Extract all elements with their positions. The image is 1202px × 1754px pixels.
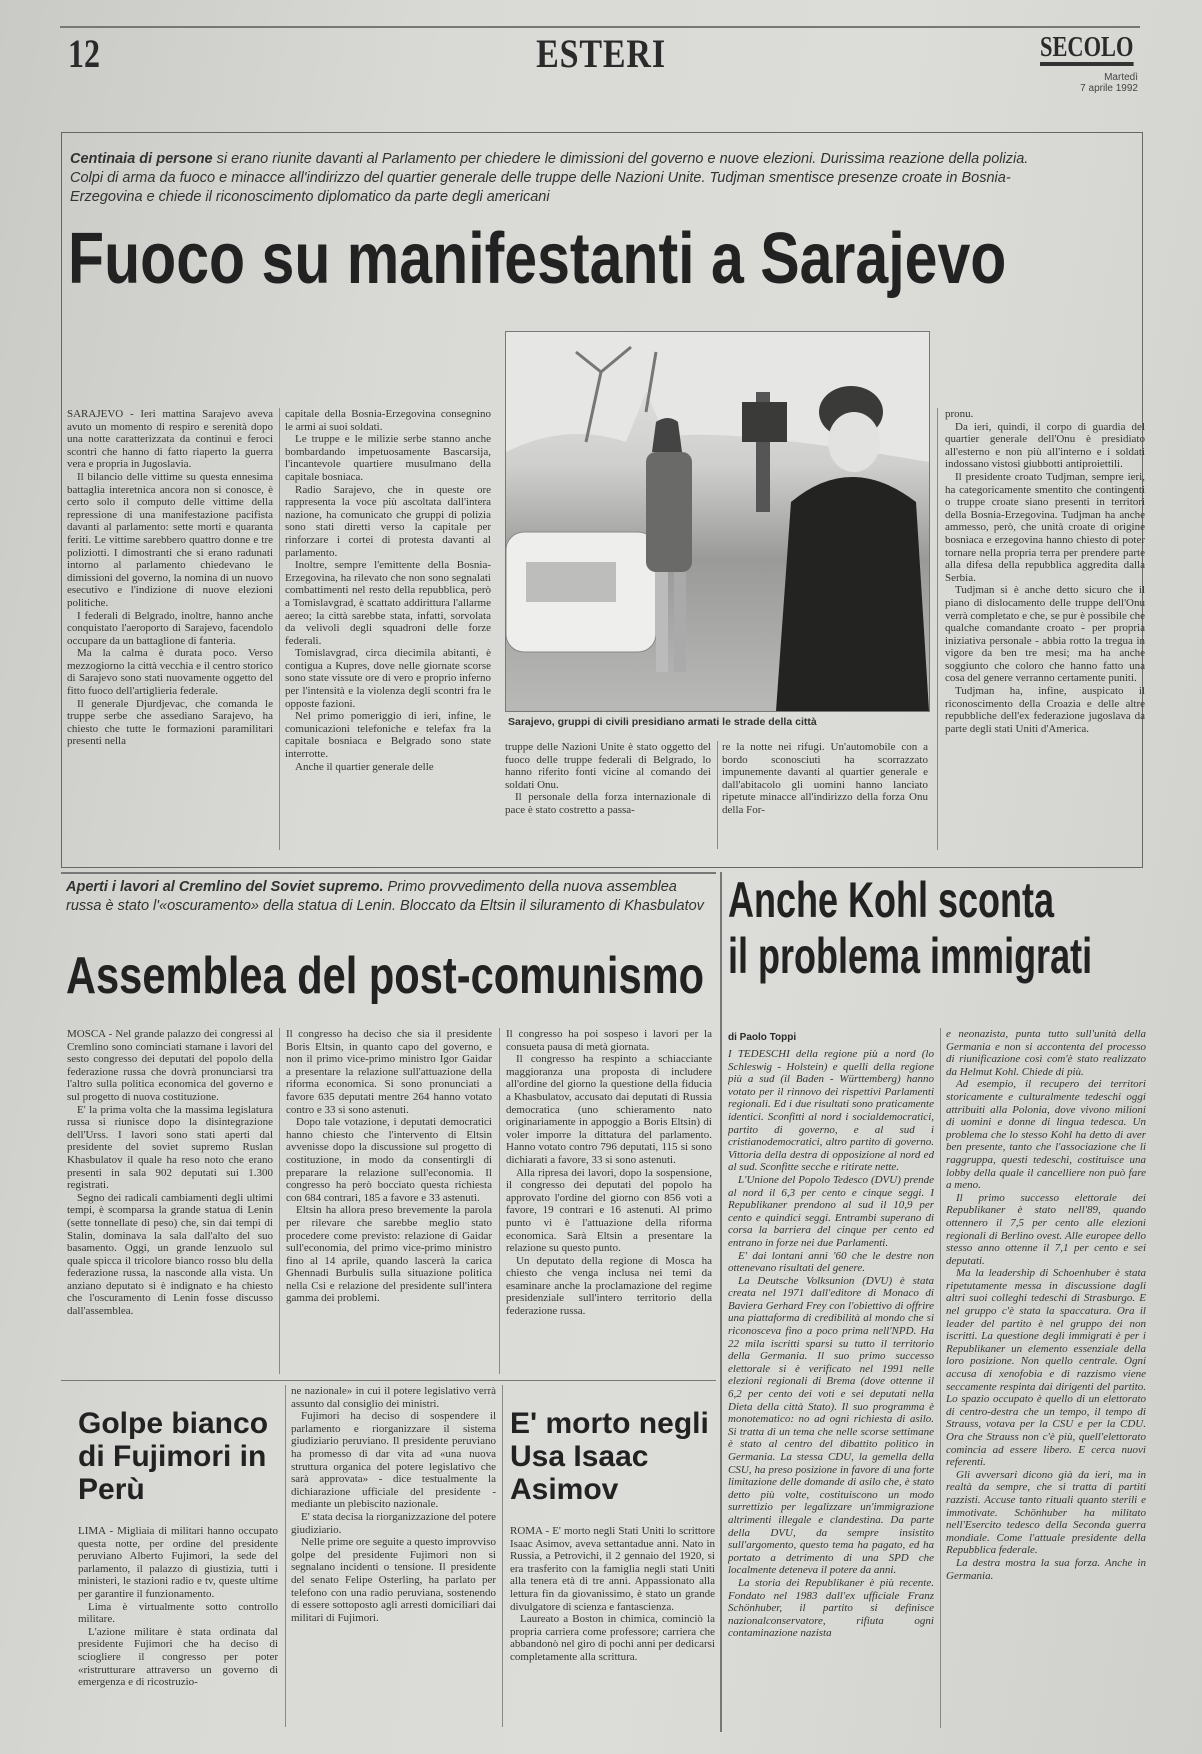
paragraph: Il personale della forza internazionale di pace è stato costretto a passa- xyxy=(505,791,711,816)
paragraph: Laureato a Boston in chimica, cominciò la propria carriera come professore; carriera che abbandonò nel giro di pochi anni per dedicarsi completamente alla scrittura. xyxy=(510,1613,715,1663)
paragraph: Tomislavgrad, circa diecimila abitanti, è contigua a Kupres, dove nelle giornate scorse sono state vissute ore di vero e proprio inferno per l'intensità e la violenza degli scontri fra le opposte fazioni. xyxy=(285,647,491,710)
paragraph: E' la prima volta che la massima legislatura russa si riunisce dopo la disintegrazione dell'Urss. I lavori sono stati aperti dal presidente del soviet supremo Ruslan Khasbulatov il quale ha reso noto che erano presenti in sala 902 deputati sui 1.300 registrati. xyxy=(67,1103,273,1192)
paragraph: Segno dei radicali cambiamenti degli ultimi tempi, è scomparsa la grande statua di Lenin (sette tonnellate di peso) che, sin dai tempi di Stalin, dominava la sala dall'alto del suo basamento. Oggi, un grande lenzuolo sul quale spicca il tricolore bianco rosso blu della federazione russa, la nasconde alla vista. Un anziano deputato si è indignato e ha chiesto che l'oscuramento di Lenin fosse discusso dall'assemblea. xyxy=(67,1191,273,1318)
column-divider xyxy=(937,408,938,850)
top-rule xyxy=(60,26,1140,28)
mosca-deck-lead: Aperti i lavori al Cremlino del Soviet supremo. xyxy=(66,879,384,895)
paragraph: Lima è virtualmente sotto controllo militare. xyxy=(78,1600,278,1626)
paragraph: Tudjman si è anche detto sicuro che il piano di dislocamento delle truppe dell'Onu verrà completato e che, se pur è possibile che qualche comandante croato - per propria iniziativa personale - abbia rotto la tregua in vigore da ben tre mesi; ma ha anche soggiunto che coloro che hanno fatto una cosa del genere verranno certamente puniti. xyxy=(945,584,1145,685)
kohl-headline xyxy=(728,872,1092,984)
paragraph: Eltsin ha allora preso brevemente la parola per rilevare che sarebbe meglio stato procedere come previsto: relazione di Gaidar sull'economia, del primo vice-primo ministro fino al 14 aprile, quando lascerà la carica Ghennadi Burbulis sulla situazione politica nella Csi e relazione del presidente sull'intera gamma dei problemi. xyxy=(286,1204,492,1305)
paragraph: Il congresso ha respinto a schiacciante maggioranza una proposta di includere all'ordine del giorno la questione della fiducia a Khasbulatov, accusato dai deputati di Russia democratica (uno schieramento nato originariamente in appoggio a Boris Eltsin) di voler imporre la dittatura del parlamento. Hanno votato contro 796 deputati, 115 si sono dichiarati a favore, 33 si sono astenuti. xyxy=(506,1053,712,1166)
fujimori-column-1 xyxy=(78,1525,278,1727)
sarajevo-deck-lead: Centinaia di persone xyxy=(70,151,213,167)
dateline-day: Martedì xyxy=(1104,72,1138,83)
paragraph: Radio Sarajevo, che in queste ore rappresenta la voce più ascoltata dall'intera nazione, ha comunicato che gruppi di polizia sono stati diretti verso la capitale per rinforzare i cortei di protesta davanti al parlamento. xyxy=(285,483,491,559)
paragraph: La Deutsche Volksunion (DVU) è stata creata nel 1971 dall'editore di Monaco di Baviera Gerhard Frey con l'obiettivo di offrire una piattaforma di credibilità al mondo che si riconosceva fino a poco prima nell'NPD. Ha 22 mila iscritti sparsi su tutto il territorio della Germania. Il suo primo successo elettorale si è verificato nel 1991 nelle elezioni regionali di Brema (dove ottenne il 6,2 per cento dei voti e sei deputati nella Dieta della città Stato). Il suo programma è monotematico: no ad ogni richiesta di asilo. Si tratta di un tema che nelle scorse settimane è stato al centro del dibattito politico in Germania. La stessa CDU, la gemella della CSU, ha preso posizione in favore di una forte limitazione delle domande di asilo che, è stato detto più volte, costituiscono un modo surrettizio per legalizzare un'immigrazione altrimenti illegale e clandestina. Da parte della DVU, da sempre insistito sull'argomento, questo tema ha pagato, ed ha portato a detrimento di una SPD che localmente deteneva il potere da anni. xyxy=(728,1274,934,1577)
paragraph: re la notte nei rifugi. Un'automobile con a bordo sconosciuti ha scorrazzato impunemente davanti al quartier generale e dall'abitacolo gli uomini hanno lanciato ripetute minacce all'indirizzo della forza Onu della For- xyxy=(722,741,928,816)
paragraph: La destra mostra la sua forza. Anche in Germania. xyxy=(946,1556,1146,1582)
paragraph: ne nazionale» in cui il potere legislativo verrà assunto dal consiglio dei ministri. xyxy=(291,1385,496,1410)
asimov-column-1 xyxy=(510,1525,715,1727)
photo-image xyxy=(506,332,929,711)
paragraph: Nelle prime ore seguite a questo improvviso golpe del presidente Fujimori non si segnalano incidenti o tensione. Il presidente del senato Felipe Osterling, ha parlato per telefono con una radio peruviana, sostenendo di essere sottoposto agli arresti domiciliari dai militari di Fujimori. xyxy=(291,1536,496,1624)
paragraph: Alla ripresa dei lavori, dopo la sospensione, il congresso dei deputati del popolo ha approvato l'ordine del giorno con 856 voti a favore, 19 contrari e 16 astenuti. Al primo punto vi è l'attuazione della riforma economica. Sarà Eltsin a presentare la relazione su questo punto. xyxy=(506,1166,712,1255)
paragraph: Il presidente croato Tudjman, sempre ieri, ha categoricamente smentito che contingenti o truppe croate siano presenti in territori della Bosnia-Erzegovina. Tudjman ha anche ammesso, però, che unità croate di origine bosniaca e erzegovina hanno chiesto di poter tornare nella propria terra per prendere parte alla difesa della repubblica aggredita dalla Serbia. xyxy=(945,470,1145,584)
paragraph: E' dai lontani anni '60 che le destre non ottenevano risultati del genere. xyxy=(728,1249,934,1275)
paragraph: Ma la calma è durata poco. Verso mezzogiorno la città vecchia e il centro storico di Sarajevo sono stati nuovamente oggetto del fitto fuoco dell'artiglieria federale. xyxy=(67,647,273,698)
paragraph: Nel primo pomeriggio di ieri, infine, le comunicazioni telefoniche e telefax fra la capitale bosniaca e Belgrado sono state interrotte. xyxy=(285,710,491,761)
paragraph: ROMA - E' morto negli Stati Uniti lo scrittore Isaac Asimov, aveva settantadue anni. Nato in Russia, a Petrovichi, il 2 gennaio del 1920, si era trasferito con la famiglia negli stati Uniti alla tenera età di tre anni. Appassionato alla lettura fin da giovanissimo, è stato un grande divulgatore di scienza e fantascienza. xyxy=(510,1525,715,1613)
kohl-headline-line-2: il problema immigrati xyxy=(728,928,1093,984)
sarajevo-headline: Fuoco su manifestanti a Sarajevo xyxy=(68,219,1007,299)
paragraph: Il congresso ha poi sospeso i lavori per la consueta pausa di metà giornata. xyxy=(506,1028,712,1053)
paragraph: I federali di Belgrado, inoltre, hanno anche conquistato l'aeroporto di Sarajevo, facendolo occupare da un battaglione di fanteria. xyxy=(67,609,273,647)
paragraph: Da ieri, quindi, il corpo di guardia del quartier generale dell'Onu è presidiato all'esterno e non più all'interno e i soldati indossano vistosi giubbotti antiproiettili. xyxy=(945,420,1145,471)
paragraph: truppe delle Nazioni Unite è stato oggetto del fuoco delle truppe federali di Belgrado, lo hanno riferito fonti vicine al comando dei soldati Onu. xyxy=(505,741,711,791)
paragraph: L'azione militare è stata ordinata dal presidente Fujimori che ha deciso di sciogliere il congresso per poter «ristrutturare attraverso un governo di emergenza e di ricostruzio- xyxy=(78,1625,278,1689)
mosca-headline: Assemblea del post-comunismo xyxy=(66,947,705,1005)
page-number: 12 xyxy=(68,31,100,76)
column-divider xyxy=(279,1028,280,1374)
paragraph: Fujimori ha deciso di sospendere il parlamento e riorganizzare il sistema giudiziario peruviano. Il presidente peruviano ha promesso di dar vita ad «una nuova struttura organica del potere legislativo che sarà approvata» - dice testualmente la dichiarazione ufficiale del presidente - mediante un plebiscito nazionale. xyxy=(291,1410,496,1511)
kohl-column-1 xyxy=(728,1048,934,1728)
paragraph: Anche il quartier generale delle xyxy=(295,760,434,773)
paragraph: Inoltre, sempre l'emittente della Bosnia-Erzegovina, ha rilevato che non sono segnalati combattimenti nel resto della repubblica, però a Tomislavgrad, è scattato addirittura l'allarme aereo; la città sarebbe stata, infatti, sorvolata da velivoli degli squadroni delle forze federali. xyxy=(285,559,491,647)
paragraph: Ad esempio, il recupero dei territori storicamente e culturalmente tedeschi oggi attribuiti alla Polonia, dove vivono milioni di uomini e donne di lingua tedesca. Un problema che lo stesso Kohl ha detto di aver ben presente, tanto che l'associazione che li raggruppa, questi tedeschi, costituisce una lobby della quale il cancelliere non può fare a meno. xyxy=(946,1078,1146,1192)
kohl-byline: di Paolo Toppi xyxy=(728,1032,797,1043)
paragraph: Dopo tale votazione, i deputati democratici hanno chiesto che l'intervento di Eltsin avvenisse dopo la discussione sul progetto di costituzione, in modo da consentirgli di preparare la relazione sull'economia. Il congresso ha però bocciato questa richiesta con 684 contrari, 185 a favore e 33 astenuti. xyxy=(286,1116,492,1204)
paragraph: Gli avversari dicono già da ieri, ma in realtà da sempre, che si tratta di partiti razzisti. Accuse tanto rituali quanto sterili e immotivate. Schönhuber ha militato nell'Esercito tedesco della Seconda guerra mondiale. Come l'attuale presidente della Repubblica federale. xyxy=(946,1468,1146,1557)
column-divider xyxy=(720,872,722,1732)
sarajevo-deck xyxy=(70,150,1030,207)
dateline-date: 7 aprile 1992 xyxy=(1080,83,1138,94)
mosca-column-1 xyxy=(67,1028,273,1378)
column-divider xyxy=(717,741,718,849)
paragraph: LIMA - Migliaia di militari hanno occupato questa notte, per ordine del presidente peruviano Alberto Fujimori, la sede del parlamento, il palazzo di giustizia, tutti i ministeri, le stazioni radio e tv, queste ultime per garantire il funzionamento. xyxy=(78,1525,278,1600)
paragraph: pronu. xyxy=(945,408,974,420)
fujimori-column-2 xyxy=(291,1385,496,1727)
section-rule xyxy=(61,1380,716,1381)
paragraph: E' stata decisa la riorganizzazione del potere giudiziario. xyxy=(291,1510,496,1536)
fujimori-headline: Golpe bianco di Fujimori in Perù xyxy=(78,1407,269,1506)
paragraph: Le truppe e le milizie serbe stanno anche bombardando impetuosamente Bascarsija, l'incantevole quartiere musulmano della capitale bosniaca. xyxy=(285,433,491,483)
column-divider xyxy=(940,1028,941,1728)
section-title: ESTERI xyxy=(536,31,666,76)
photo-caption: Sarajevo, gruppi di civili presidiano armati le strade della città xyxy=(508,716,817,728)
column-divider xyxy=(279,408,280,850)
paragraph: Un deputato della regione di Mosca ha chiesto che venga inclusa nei temi da esaminare anche la proclamazione del regime presidenziale sull'intero territorio della federazione russa. xyxy=(506,1254,712,1318)
column-divider xyxy=(502,1385,503,1727)
kohl-headline-line-1: Anche Kohl sconta xyxy=(728,872,1055,928)
column-divider xyxy=(285,1385,286,1727)
paragraph: SARAJEVO - Ieri mattina Sarajevo aveva avuto un momento di respiro e serenità dopo una notte caratterizzata da continui e feroci scontri che hanno di fatto riaperto la guerra vera e propria in Jugoslavia. xyxy=(67,408,273,471)
sarajevo-column-1 xyxy=(67,408,273,850)
dateline xyxy=(1040,72,1138,94)
sarajevo-column-2 xyxy=(285,408,491,850)
paragraph: Il congresso ha deciso che sia il presidente Boris Eltsin, in quanto capo del governo, e non il primo vice-primo ministro Igor Gaidar a presentare la relazione sull'attuazione della riforma economica. Si sono pronunciati a favore 635 deputati mentre 264 hanno votato contro e 33 si sono astenuti. xyxy=(286,1028,492,1116)
paragraph: Il primo successo elettorale dei Republikaner è stato nell'89, quando ottennero il 7,5 per cento alle elezioni regionali di Berlino ovest. Alle europee dello stesso anno ottenne il 7,1 per cento e sei deputati. xyxy=(946,1191,1146,1267)
sarajevo-deck-text: si erano riunite davanti al Parlamento per chiedere le dimissioni del governo e nuove elezioni. Durissima reazione della polizia. Colpi di arma da fuoco e minacce all'indirizzo del quartier generale delle truppe delle Nazioni Unite. Tudjman smentisce presenze croate in Bosnia-Erzegovina e chiede il riconoscimento diplomatico da parte degli americani xyxy=(70,151,1029,205)
kohl-column-2 xyxy=(946,1028,1146,1728)
sarajevo-column-5 xyxy=(945,408,1145,850)
newspaper-logo: SECOLO xyxy=(1040,34,1133,66)
sarajevo-column-3 xyxy=(505,741,711,851)
mosca-deck-text: Primo provvedimento della nuova assemblea russa è stato l'«oscuramento» della statua di Lenin. Bloccato da Eltsin il siluramento di Khasbulatov xyxy=(66,879,704,914)
sarajevo-photo xyxy=(505,331,930,712)
sarajevo-column-4 xyxy=(722,741,928,851)
paragraph: Il generale Djurdjevac, che comanda le truppe serbe che assediano Sarajevo, ha chiesto che tutte le formazioni paramilitari presenti nella xyxy=(67,697,273,748)
column-divider xyxy=(499,1028,500,1374)
mosca-deck xyxy=(66,878,706,916)
paragraph: Tudjman ha, infine, auspicato il riconoscimento della Croazia e delle altre repubbliche dell'ex federazione jugoslava da parte degli stati Uniti d'America. xyxy=(945,685,1145,735)
mosca-column-2 xyxy=(286,1028,492,1378)
paragraph: La storia dei Republikaner è più recente. Fondato nel 1983 dall'ex ufficiale Franz Schönhuber, il partito si definisce nazionalconservatore, rifiuta ogni contaminazione nazista xyxy=(728,1576,934,1640)
paragraph: MOSCA - Nel grande palazzo dei congressi al Cremlino sono cominciati stamane i lavori del sesto congresso dei deputati del popolo della federazione russa che dovrà pronunciarsi tra l'altro sulla politica economica del governo e sul progetto di nuova costituzione. xyxy=(67,1028,273,1103)
paragraph: Ma la leadership di Schoenhuber è stata ripetutamente messa in discussione dagli altri suoi colleghi tedeschi di Strasburgo. E nel gruppo c'è stata la spaccatura. Ora il leader del partito è nel gruppo dei non iscritti. La questione degli immigrati è per i Republikaner un elemento essenziale della loro posizione. Non quello centrale. Ogni accusa di xenofobia e di razzismo viene seccamente respinta dai dirigenti del partito. Lo spazio occupato è quello di un elettorato di centro-destra che un tempo, il tempo di Strauss, votava per la CSU e per la CDU. Ora che Strauss non c'è più, quell'elettorato comincia ad essere libero. E cerca nuovi referenti. xyxy=(946,1267,1146,1469)
paragraph: e neonazista, punta tutto sull'unità della Germania e non si accontenta del processo di riunificazione così com'è stato realizzato da Helmut Kohl. Chiede di più. xyxy=(946,1028,1146,1078)
mosca-column-3 xyxy=(506,1028,712,1378)
paragraph: Il bilancio delle vittime su questa ennesima battaglia interetnica ancora non si conosce, è certo solo il computo delle vittime della repressione di una manifestazione pacifista davanti al parlamento: sette morti e quaranta feriti. Le vittime sarebbero quattro donne e tre poliziotti. I dimostranti che si erano radunati intorno al parlamento chiedevano le dimissioni del governo, la nomina di un nuovo esecutivo e l'indizione di nuove elezioni politiche. xyxy=(67,470,273,609)
section-rule xyxy=(61,872,716,874)
paragraph: I TEDESCHI della regione più a nord (lo Schleswig - Holstein) e quelli della regione più a sud (il Baden - Württemberg) hanno votato per il rinnovo dei rispettivi Parlamenti regionali. Ed i due risultati sono praticamente identici. Sconfitti al nord i socialdemocratici, partito di governo, e al sud i cristianodemocratici, altro partito di governo. Vittoria della destra di opposizione al nord ed al sud. Sconfitte secche e ritirate nette. xyxy=(728,1048,934,1174)
paragraph: L'Unione del Popolo Tedesco (DVU) prende al nord il 6,3 per cento e cinque seggi. I Republikaner prendono al sud il 10,9 per cento e quindici seggi. Entrambi superano di corsa la barriera del cinque per cento ed entrano in forze nei due Parlamenti. xyxy=(728,1173,934,1249)
paragraph: capitale della Bosnia-Erzegovina consegnino le armi ai suoi soldati. xyxy=(285,408,491,433)
asimov-headline: E' morto negli Usa Isaac Asimov xyxy=(510,1407,709,1506)
